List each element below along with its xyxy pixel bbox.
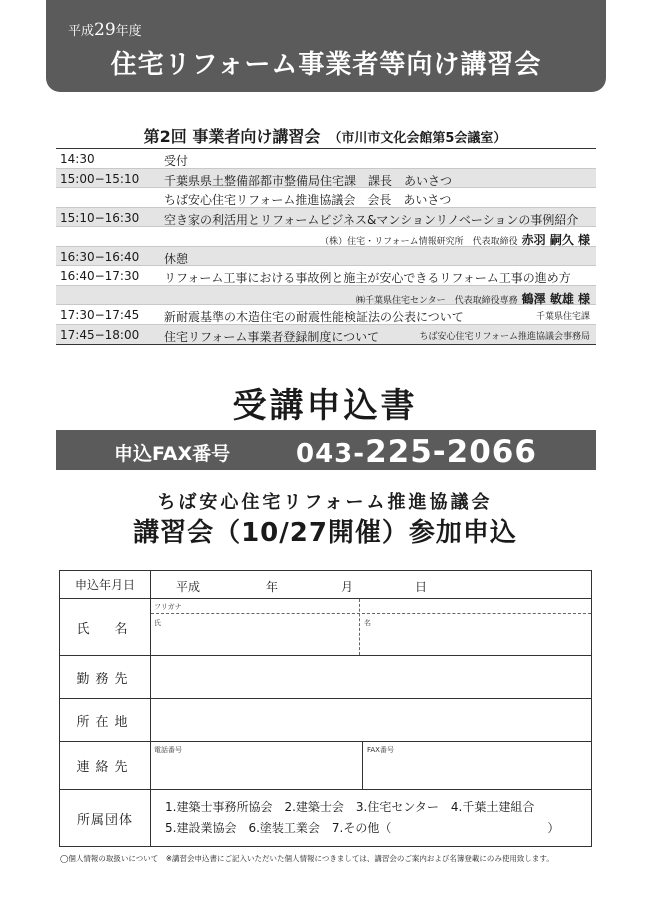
- privacy-footnote: ◯個人情報の取扱いについて ※講習会申込書にご記入いただいた個人情報につきましては、講習会のご案内および名簿登載にのみ使用致します。: [60, 854, 554, 863]
- schedule-time: 15:10−16:30: [60, 210, 140, 225]
- contact-divider: [362, 742, 363, 789]
- address-field[interactable]: [151, 699, 591, 741]
- given-name-label: 名: [364, 619, 371, 627]
- schedule-time: 17:45−18:00: [60, 327, 140, 342]
- address-label: 所在地: [60, 699, 151, 741]
- schedule-row: [56, 208, 596, 228]
- schedule-row: [56, 188, 596, 208]
- schedule-time: 16:40−17:30: [60, 269, 140, 283]
- fax-label: 申込FAX番号: [114, 443, 231, 465]
- schedule-row: [56, 227, 596, 247]
- speaker-name: 赤羽 嗣久 様: [521, 233, 590, 247]
- schedule-time: 16:30−16:40: [60, 249, 140, 264]
- event-title: 講習会（10/27開催）参加申込: [133, 518, 517, 548]
- group-options-line-2: 5.建設業協会 6.塗装工業会 7.その他（ ）: [165, 821, 560, 835]
- schedule-table: [56, 148, 596, 345]
- group-field[interactable]: [151, 790, 591, 846]
- group-options-line-1: 1.建築士事務所協会 2.建築士会 3.住宅センター 4.千葉土建組合: [165, 800, 535, 814]
- schedule-desc: 受付: [164, 154, 189, 168]
- name-field[interactable]: [151, 599, 591, 655]
- speaker-note: （株）住宅・リフォーム情報研究所 代表取締役 赤羽 嗣久 様: [320, 233, 590, 247]
- group-label: 所属団体: [60, 790, 151, 846]
- schedule-row: [56, 149, 596, 169]
- form-title: 受講申込書: [232, 386, 418, 426]
- schedule-row: [56, 169, 596, 189]
- fax-number: 043-225-2066: [296, 434, 537, 470]
- schedule-desc: リフォーム工事における事故例と施主が安心できるリフォーム工事の進め方: [164, 271, 571, 285]
- contact-row: [60, 742, 591, 790]
- year-text: 年: [266, 580, 279, 594]
- speaker-name: 鶴澤 敏雄 様: [521, 291, 590, 306]
- name-divider: [359, 599, 360, 655]
- date-field[interactable]: [151, 571, 591, 598]
- organization-title: ちば安心住宅リフォーム推進協議会: [157, 492, 493, 513]
- fax-field-label: FAX番号: [367, 746, 394, 754]
- address-row: [60, 699, 591, 742]
- application-form: [59, 570, 592, 847]
- schedule-desc: 千葉県県土整備部都市整備局住宅課 課長 あいさつ: [164, 173, 453, 188]
- session-venue: （市川市文化会館第5会議室）: [328, 131, 507, 146]
- session-name: 第2回 事業者向け講習会: [143, 127, 321, 146]
- schedule-row: [56, 305, 596, 325]
- contact-label: 連絡先: [60, 742, 151, 789]
- name-label: 氏 名: [60, 599, 151, 655]
- date-row: [60, 571, 591, 599]
- name-row: [60, 599, 591, 656]
- schedule-desc: 空き家の利活用とリフォームビジネス&マンションリノベーションの事例紹介: [164, 212, 579, 227]
- page-title: 住宅リフォーム事業者等向け講習会: [110, 50, 542, 80]
- contact-field[interactable]: [151, 742, 591, 789]
- date-label: 申込年月日: [60, 571, 151, 598]
- schedule-desc: 住宅リフォーム事業者登録制度について: [164, 329, 380, 344]
- fiscal-year: 平成29年度: [68, 20, 142, 40]
- speaker-note: 千葉県住宅課: [535, 312, 590, 322]
- workplace-label: 勤務先: [60, 656, 151, 698]
- schedule-time: 14:30: [60, 152, 95, 166]
- month-text: 月: [341, 580, 354, 594]
- furigana-divider: [151, 613, 591, 614]
- schedule-desc: ちば安心住宅リフォーム推進協議会 会長 あいさつ: [164, 193, 452, 207]
- schedule-desc: 休憩: [164, 251, 189, 266]
- header-banner: [46, 0, 606, 92]
- furigana-label: フリガナ: [154, 603, 182, 611]
- era-text: 平成: [176, 580, 201, 594]
- group-row: [60, 790, 591, 846]
- workplace-field[interactable]: [151, 656, 591, 698]
- schedule-desc: 新耐震基準の木造住宅の耐震性能検証法の公表について: [164, 310, 464, 324]
- phone-label: 電話番号: [154, 746, 182, 754]
- speaker-note: ちば安心住宅リフォーム推進協議会事務局: [419, 331, 590, 342]
- surname-label: 氏: [154, 619, 161, 627]
- fax-bar: [56, 430, 596, 470]
- schedule-time: 15:00−15:10: [60, 171, 140, 186]
- workplace-row: [60, 656, 591, 699]
- session-title: [0, 124, 650, 147]
- schedule-time: 17:30−17:45: [60, 308, 140, 322]
- day-text: 日: [415, 580, 428, 594]
- schedule-row: [56, 266, 596, 286]
- schedule-row: [56, 286, 596, 306]
- schedule-row: [56, 247, 596, 267]
- schedule-row: [56, 325, 596, 345]
- speaker-note: ㈱千葉県住宅センター 代表取締役専務 鶴澤 敏雄 様: [355, 291, 590, 306]
